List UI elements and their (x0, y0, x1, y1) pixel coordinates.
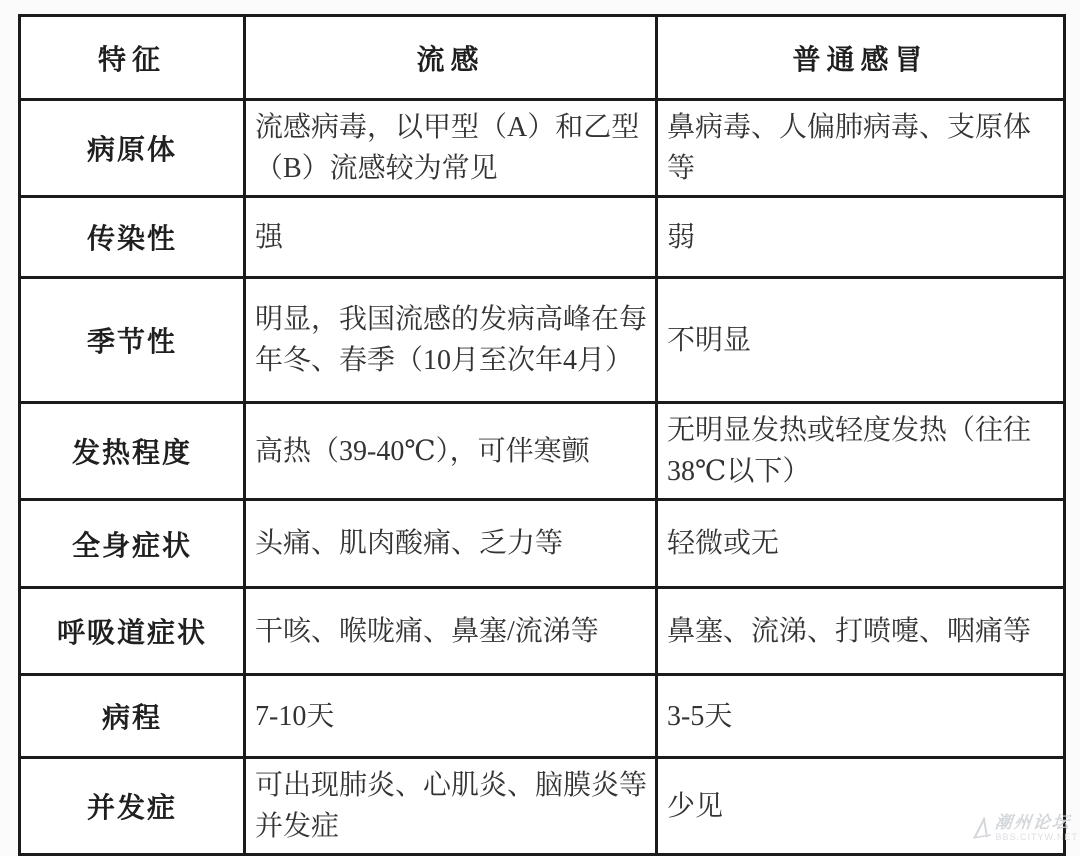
watermark-url: BBS.CITYW.NET (995, 832, 1078, 842)
table-row (20, 675, 1065, 758)
table-row (20, 500, 1065, 588)
flu-value-cell: 7-10天 (245, 675, 657, 758)
flu-vs-cold-comparison-table (18, 14, 1066, 856)
table-row (20, 403, 1065, 500)
flu-value-cell: 流感病毒，以甲型（A）和乙型（B）流感较为常见 (245, 100, 657, 197)
feature-cell: 病程 (20, 675, 245, 758)
table-row (20, 100, 1065, 197)
header-row (20, 16, 1065, 100)
feature-cell: 季节性 (20, 278, 245, 403)
table-body (20, 100, 1065, 855)
feature-cell: 传染性 (20, 197, 245, 278)
feature-cell: 全身症状 (20, 500, 245, 588)
cold-value-cell: 轻微或无 (657, 500, 1065, 588)
cold-value-cell: 鼻病毒、人偏肺病毒、支原体等 (657, 100, 1065, 197)
table-row (20, 588, 1065, 675)
flu-value-cell: 高热（39-40℃），可伴寒颤 (245, 403, 657, 500)
cold-value-cell: 弱 (657, 197, 1065, 278)
cold-value-cell: 鼻塞、流涕、打喷嚏、咽痛等 (657, 588, 1065, 675)
feature-cell: 呼吸道症状 (20, 588, 245, 675)
watermark-title: 潮州论坛 (994, 813, 1073, 832)
flu-value-cell: 明显，我国流感的发病高峰在每年冬、春季（10月至次年4月） (245, 278, 657, 403)
flu-value-cell: 干咳、喉咙痛、鼻塞/流涕等 (245, 588, 657, 675)
cold-value-cell: 不明显 (657, 278, 1065, 403)
column-header-feature: 特征 (20, 16, 245, 100)
column-header-flu: 流感 (245, 16, 657, 100)
feature-cell: 并发症 (20, 758, 245, 855)
cold-value-cell: 少见 (657, 758, 1065, 855)
feature-cell: 发热程度 (20, 403, 245, 500)
table-row (20, 278, 1065, 403)
flu-value-cell: 强 (245, 197, 657, 278)
flu-value-cell: 头痛、肌肉酸痛、乏力等 (245, 500, 657, 588)
cold-value-cell: 3-5天 (657, 675, 1065, 758)
feature-cell: 病原体 (20, 100, 245, 197)
flu-value-cell: 可出现肺炎、心肌炎、脑膜炎等并发症 (245, 758, 657, 855)
column-header-common-cold: 普通感冒 (657, 16, 1065, 100)
table-row (20, 758, 1065, 855)
cold-value-cell: 无明显发热或轻度发热（往往38℃以下） (657, 403, 1065, 500)
table-row (20, 197, 1065, 278)
